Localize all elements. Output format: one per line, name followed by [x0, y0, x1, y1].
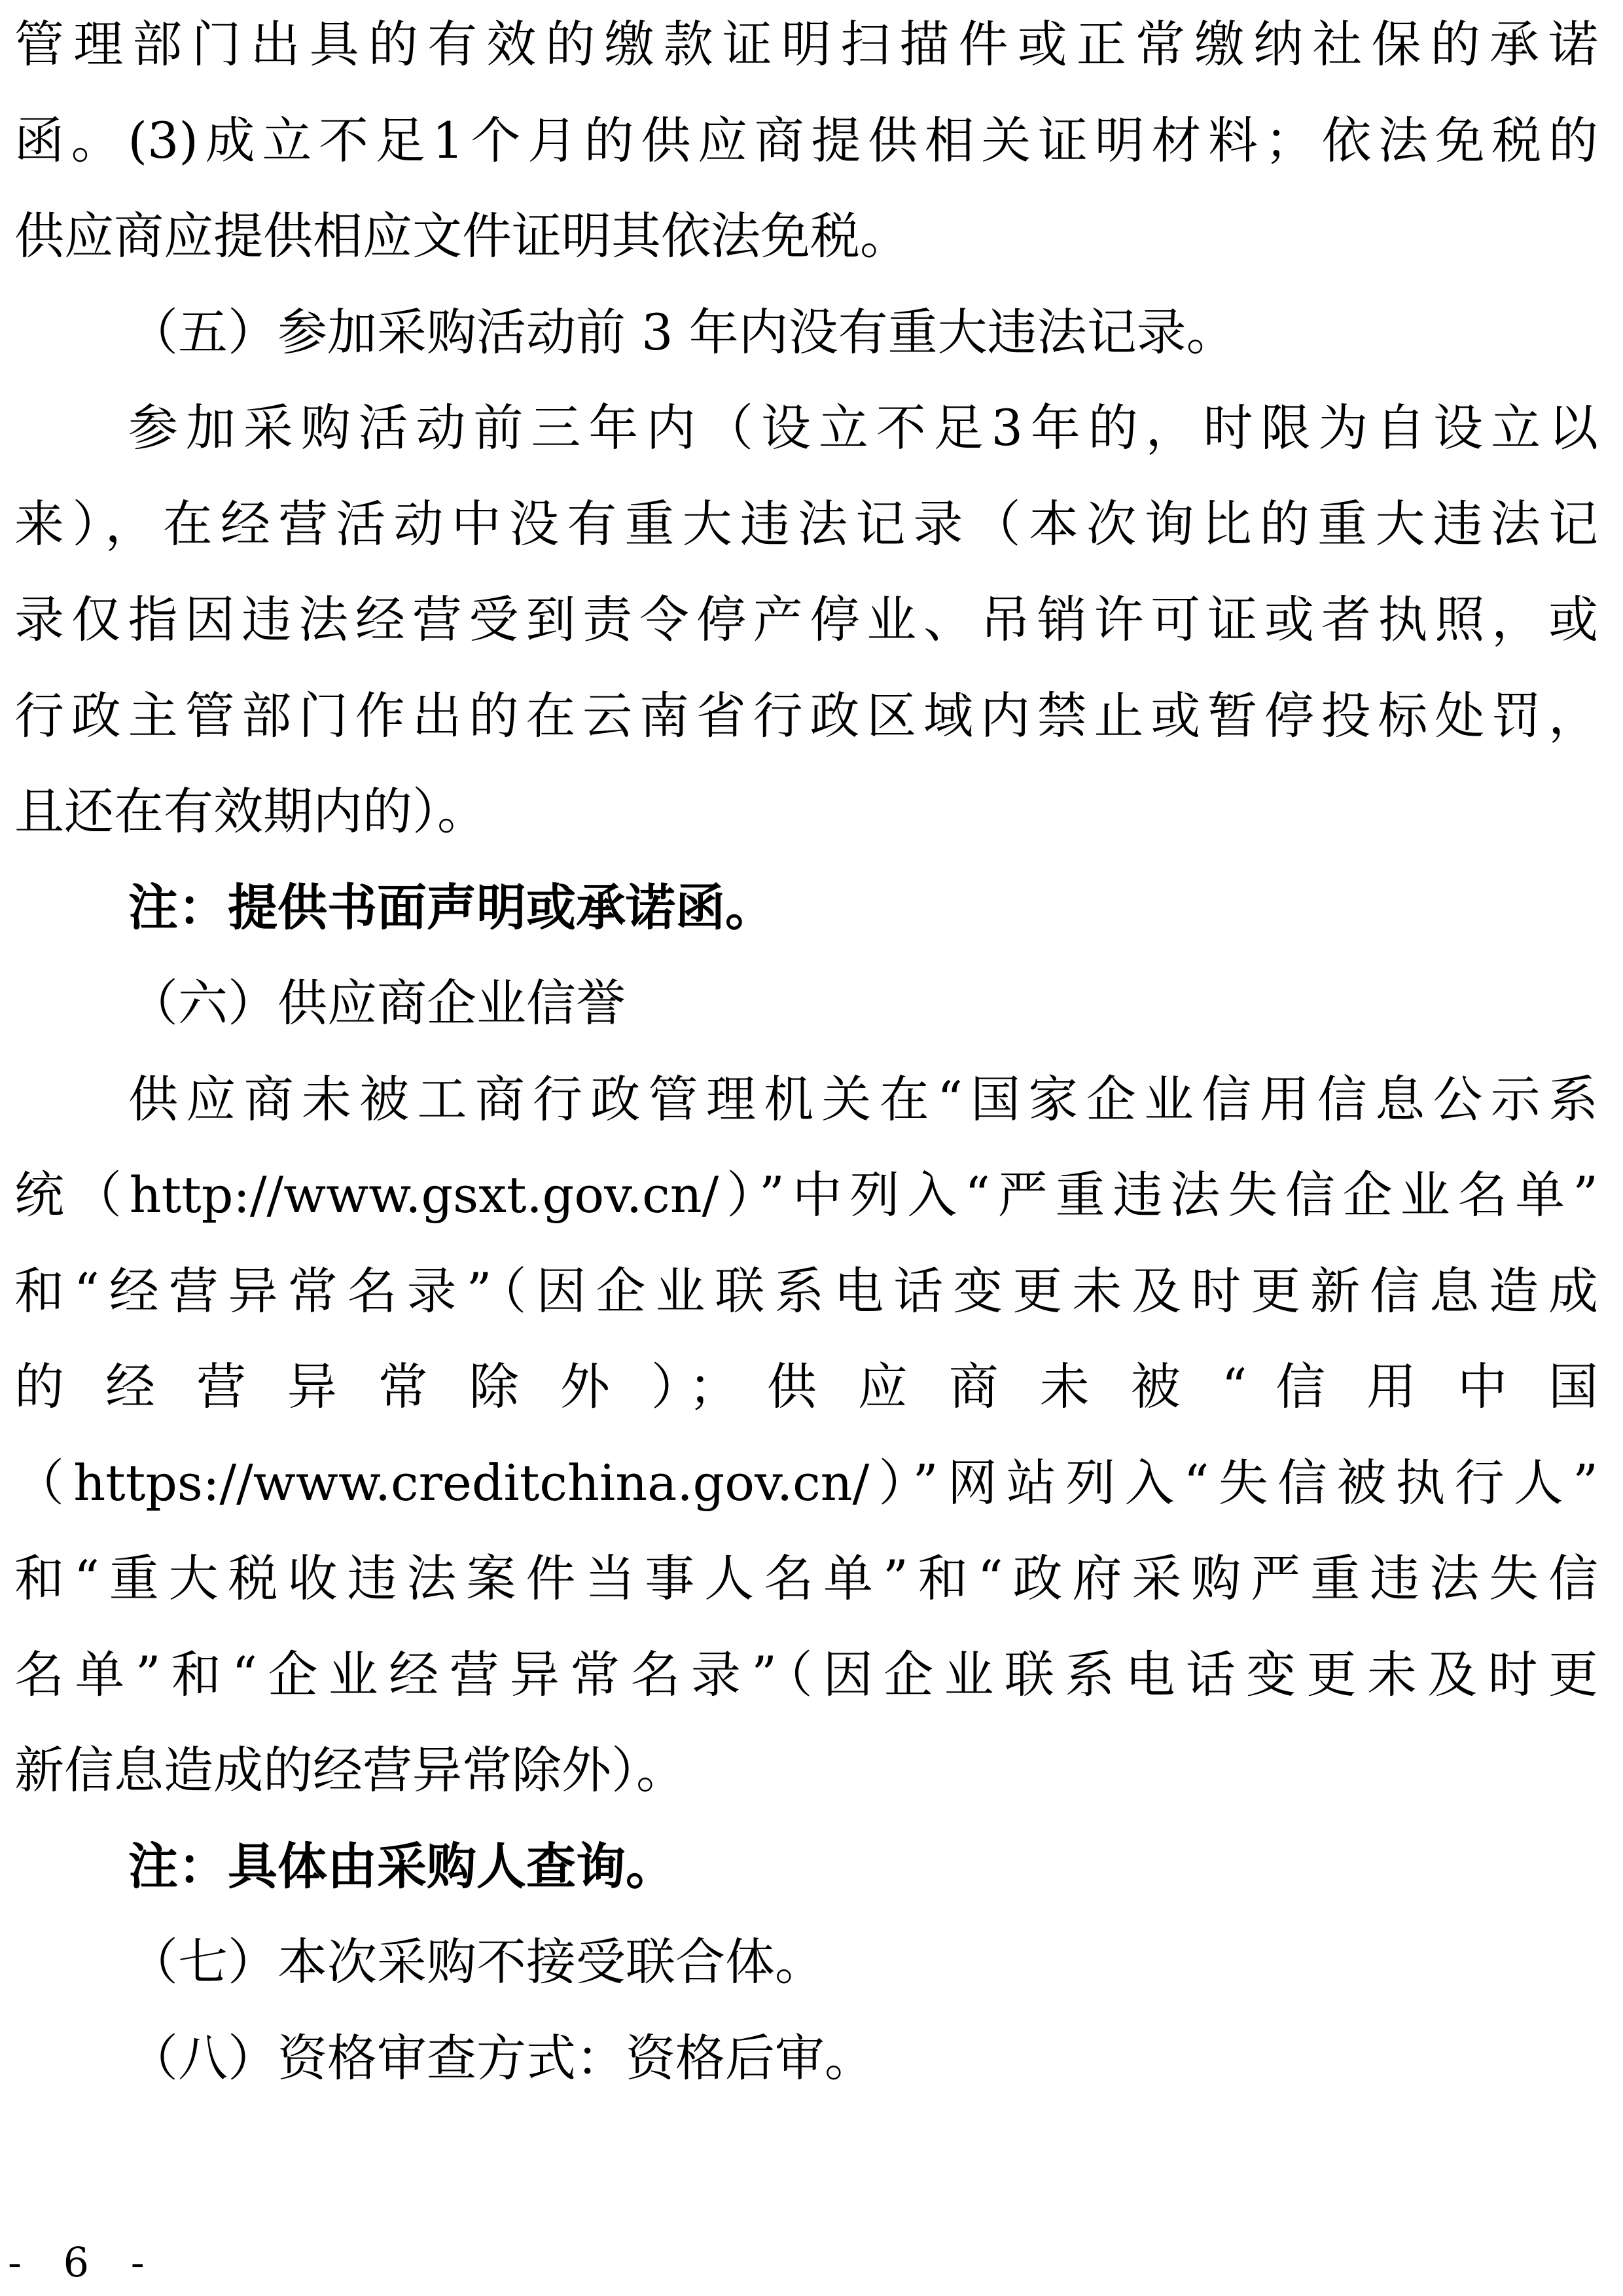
paragraph-line: 录仅指因违法经营受到责令停产停业、吊销许可证或者执照，或 — [14, 590, 1598, 649]
note-line: 注：具体由采购人查询。 — [128, 1837, 675, 1895]
page-number: - 6 - — [8, 2238, 159, 2286]
paragraph-line: 新信息造成的经营异常除外）。 — [14, 1741, 686, 1799]
section-heading-5: （五）参加采购活动前 3 年内没有重大违法记录。 — [128, 303, 1236, 361]
section-heading-6: （六）供应商企业信誉 — [128, 974, 626, 1032]
section-heading-8: （八）资格审查方式：资格后审。 — [128, 2029, 874, 2087]
paragraph-line: 统（http://www.gsxt.gov.cn/）”中列入“严重违法失信企业名单” — [14, 1166, 1598, 1224]
paragraph-line: 且还在有效期内的）。 — [14, 782, 487, 840]
paragraph-line: 和“重大税收违法案件当事人名单”和“政府采购严重违法失信 — [14, 1549, 1598, 1607]
paragraph-line: 和“经营异常名录”（因企业联系电话变更未及时更新信息造成 — [14, 1262, 1598, 1320]
paragraph-line: 参加采购活动前三年内（设立不足3年的，时限为自设立以 — [128, 399, 1598, 457]
paragraph-line: 行政主管部门作出的在云南省行政区域内禁止或暂停投标处罚， — [14, 687, 1598, 745]
paragraph-line: （https://www.creditchina.gov.cn/）”网站列入“失信被执行人” — [14, 1454, 1598, 1512]
paragraph-line: 供应商应提供相应文件证明其依法免税。 — [14, 207, 910, 265]
paragraph-line: 的 经 营 异 常 除 外 ）； 供 应 商 未 被 “ 信 用 中 国 — [14, 1357, 1598, 1416]
section-heading-7: （七）本次采购不接受联合体。 — [128, 1933, 825, 1991]
paragraph-line: 来），在经营活动中没有重大违法记录（本次询比的重大违法记 — [14, 495, 1598, 553]
note-line: 注：提供书面声明或承诺函。 — [128, 878, 775, 937]
paragraph-line: 管理部门出具的有效的缴款证明扫描件或正常缴纳社保的承诺 — [14, 15, 1598, 73]
paragraph-line: 供应商未被工商行政管理机关在“国家企业信用信息公示系 — [128, 1070, 1598, 1128]
paragraph-line: 函。(3)成立不足1个月的供应商提供相关证明材料；依法免税的 — [14, 111, 1598, 170]
paragraph-line: 名单”和“企业经营异常名录”（因企业联系电话变更未及时更 — [14, 1645, 1598, 1704]
